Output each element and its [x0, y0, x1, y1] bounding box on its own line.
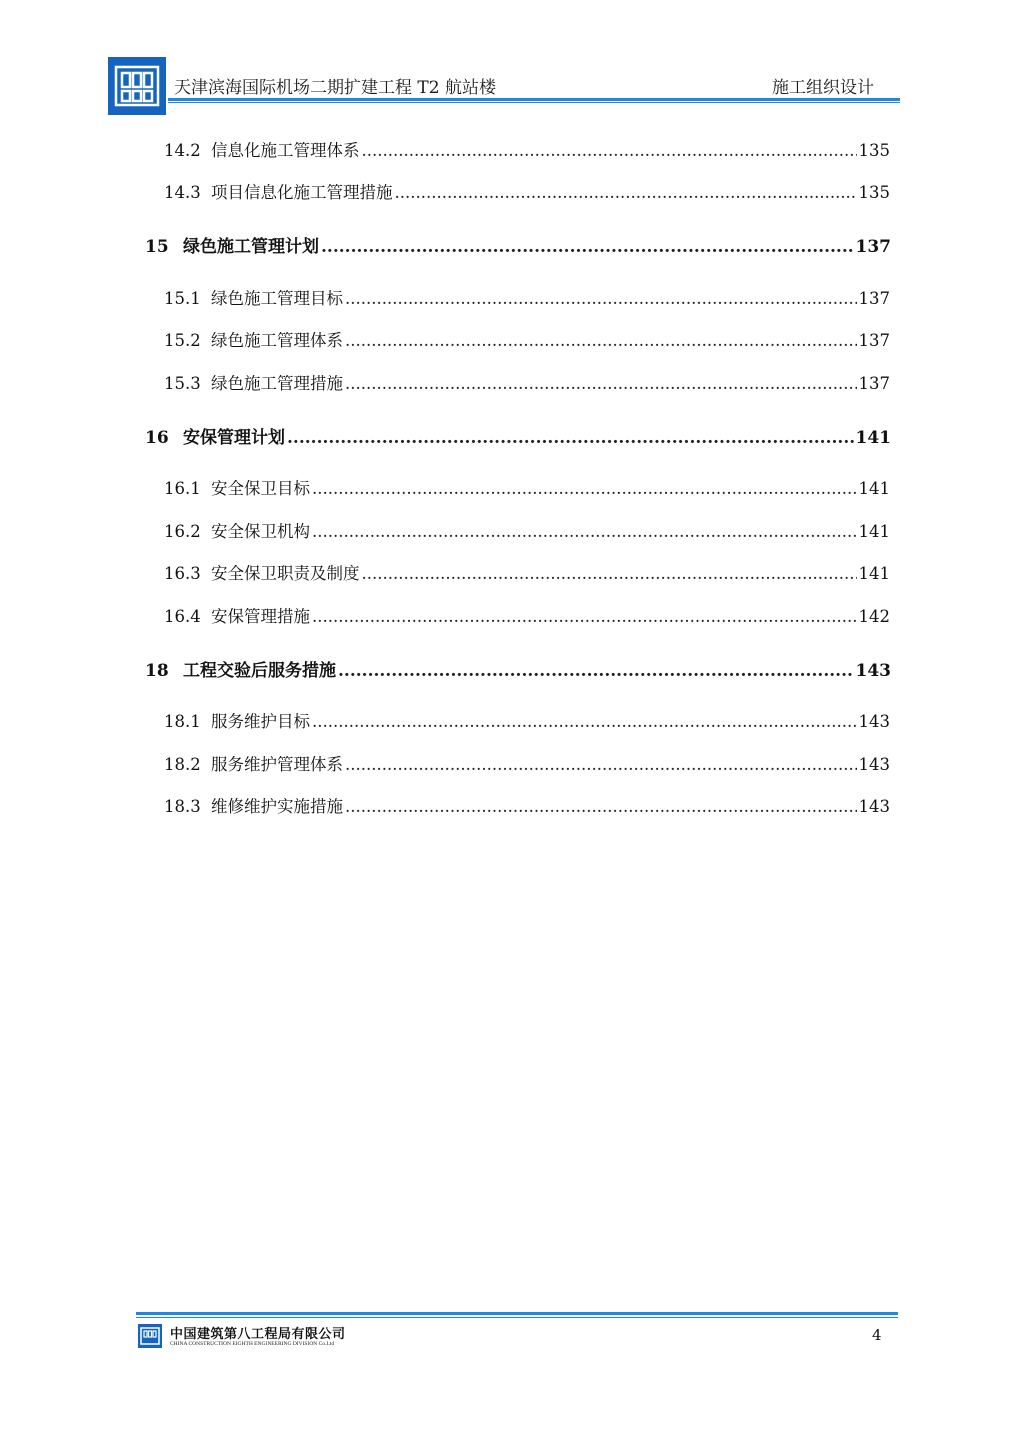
toc-dot-leader	[395, 183, 857, 202]
toc-section-entry[interactable]	[164, 179, 890, 203]
toc-entry-title: 安全保卫目标	[211, 479, 310, 498]
toc-entry-page: 137	[858, 331, 890, 350]
toc-entry-title: 绿色施工管理目标	[211, 289, 343, 308]
footer-rule	[136, 1312, 898, 1315]
toc-entry-page: 135	[858, 141, 890, 160]
header-title: 天津滨海国际机场二期扩建工程 T2 航站楼	[174, 78, 496, 98]
toc-entry-title: 服务维护管理体系	[211, 755, 343, 774]
toc-entry-page: 141	[858, 522, 890, 541]
toc-entry-page: 137	[858, 289, 890, 308]
toc-section-entry[interactable]	[164, 603, 890, 627]
toc-entry-page: 142	[858, 607, 890, 626]
toc-entry-number: 15	[145, 237, 169, 257]
toc-entry-number: 16.1	[164, 479, 201, 498]
toc-entry-page: 137	[858, 374, 890, 393]
toc-entry-page: 141	[858, 564, 890, 583]
toc-entry-title: 工程交验后服务措施	[183, 661, 336, 681]
toc-section-entry[interactable]	[164, 475, 890, 499]
toc-dot-leader	[312, 607, 857, 626]
toc-chapter-entry[interactable]	[145, 423, 891, 447]
company-name-cn: 中国建筑第八工程局有限公司	[170, 1327, 346, 1342]
header-document-type: 施工组织设计	[772, 78, 874, 98]
page-number: 4	[872, 1326, 882, 1344]
toc-entry-title: 安保管理措施	[211, 607, 310, 626]
toc-entry-number: 18	[145, 661, 169, 681]
toc-dot-leader	[345, 289, 857, 308]
toc-dot-leader	[338, 661, 854, 681]
toc-entry-title: 信息化施工管理体系	[211, 141, 360, 160]
toc-dot-leader	[312, 479, 857, 498]
toc-dot-leader	[345, 797, 857, 816]
toc-entry-page: 135	[858, 183, 890, 202]
page-header	[108, 57, 902, 117]
cscec-logo-icon	[108, 57, 166, 115]
toc-entry-page: 143	[858, 797, 890, 816]
toc-entry-number: 18.1	[164, 712, 201, 731]
company-name-en: CHINA CONSTRUCTION EIGHTH ENGINEERING DIVISION Co.Ltd	[170, 1341, 335, 1347]
toc-entry-title: 安保管理计划	[183, 428, 285, 448]
toc-section-entry[interactable]	[164, 751, 890, 775]
toc-chapter-entry[interactable]	[145, 232, 891, 256]
toc-entry-number: 18.2	[164, 755, 201, 774]
footer-rule-thin	[136, 1317, 898, 1318]
toc-section-entry[interactable]	[164, 327, 890, 351]
header-rule-thin	[168, 102, 900, 103]
toc-entry-page: 143	[855, 661, 891, 681]
toc-entry-number: 15.1	[164, 289, 201, 308]
toc-entry-title: 绿色施工管理措施	[211, 374, 343, 393]
toc-entry-number: 14.2	[164, 141, 201, 160]
toc-entry-title: 安全保卫职责及制度	[211, 564, 360, 583]
toc-entry-title: 绿色施工管理体系	[211, 331, 343, 350]
toc-section-entry[interactable]	[164, 518, 890, 542]
toc-entry-page: 141	[855, 428, 891, 448]
toc-entry-title: 项目信息化施工管理措施	[211, 183, 393, 202]
toc-entry-page: 143	[858, 712, 890, 731]
toc-entry-number: 18.3	[164, 797, 201, 816]
toc-dot-leader	[345, 331, 857, 350]
toc-dot-leader	[362, 564, 857, 583]
toc-entry-page: 137	[855, 237, 891, 257]
toc-entry-title: 安全保卫机构	[211, 522, 310, 541]
toc-entry-number: 16	[145, 428, 169, 448]
toc-entry-number: 16.4	[164, 607, 201, 626]
toc-entry-number: 14.3	[164, 183, 201, 202]
toc-dot-leader	[345, 755, 857, 774]
toc-section-entry[interactable]	[164, 560, 890, 584]
toc-dot-leader	[321, 237, 854, 257]
company-logo-icon	[138, 1324, 162, 1348]
toc-dot-leader	[287, 428, 854, 448]
toc-dot-leader	[362, 141, 857, 160]
toc-section-entry[interactable]	[164, 793, 890, 817]
toc-section-entry[interactable]	[164, 370, 890, 394]
toc-dot-leader	[312, 712, 857, 731]
toc-section-entry[interactable]	[164, 137, 890, 161]
toc-entry-number: 15.2	[164, 331, 201, 350]
toc-dot-leader	[312, 522, 857, 541]
toc-entry-number: 16.2	[164, 522, 201, 541]
toc-entry-title: 维修维护实施措施	[211, 797, 343, 816]
toc-entry-number: 16.3	[164, 564, 201, 583]
toc-dot-leader	[345, 374, 857, 393]
toc-chapter-entry[interactable]	[145, 656, 891, 680]
toc-entry-page: 143	[858, 755, 890, 774]
page-footer	[136, 1310, 900, 1354]
toc-section-entry[interactable]	[164, 708, 890, 732]
toc-entry-page: 141	[858, 479, 890, 498]
toc-entry-number: 15.3	[164, 374, 201, 393]
toc-section-entry[interactable]	[164, 285, 890, 309]
header-rule	[168, 98, 900, 101]
toc-entry-title: 服务维护目标	[211, 712, 310, 731]
toc-entry-title: 绿色施工管理计划	[183, 237, 319, 257]
